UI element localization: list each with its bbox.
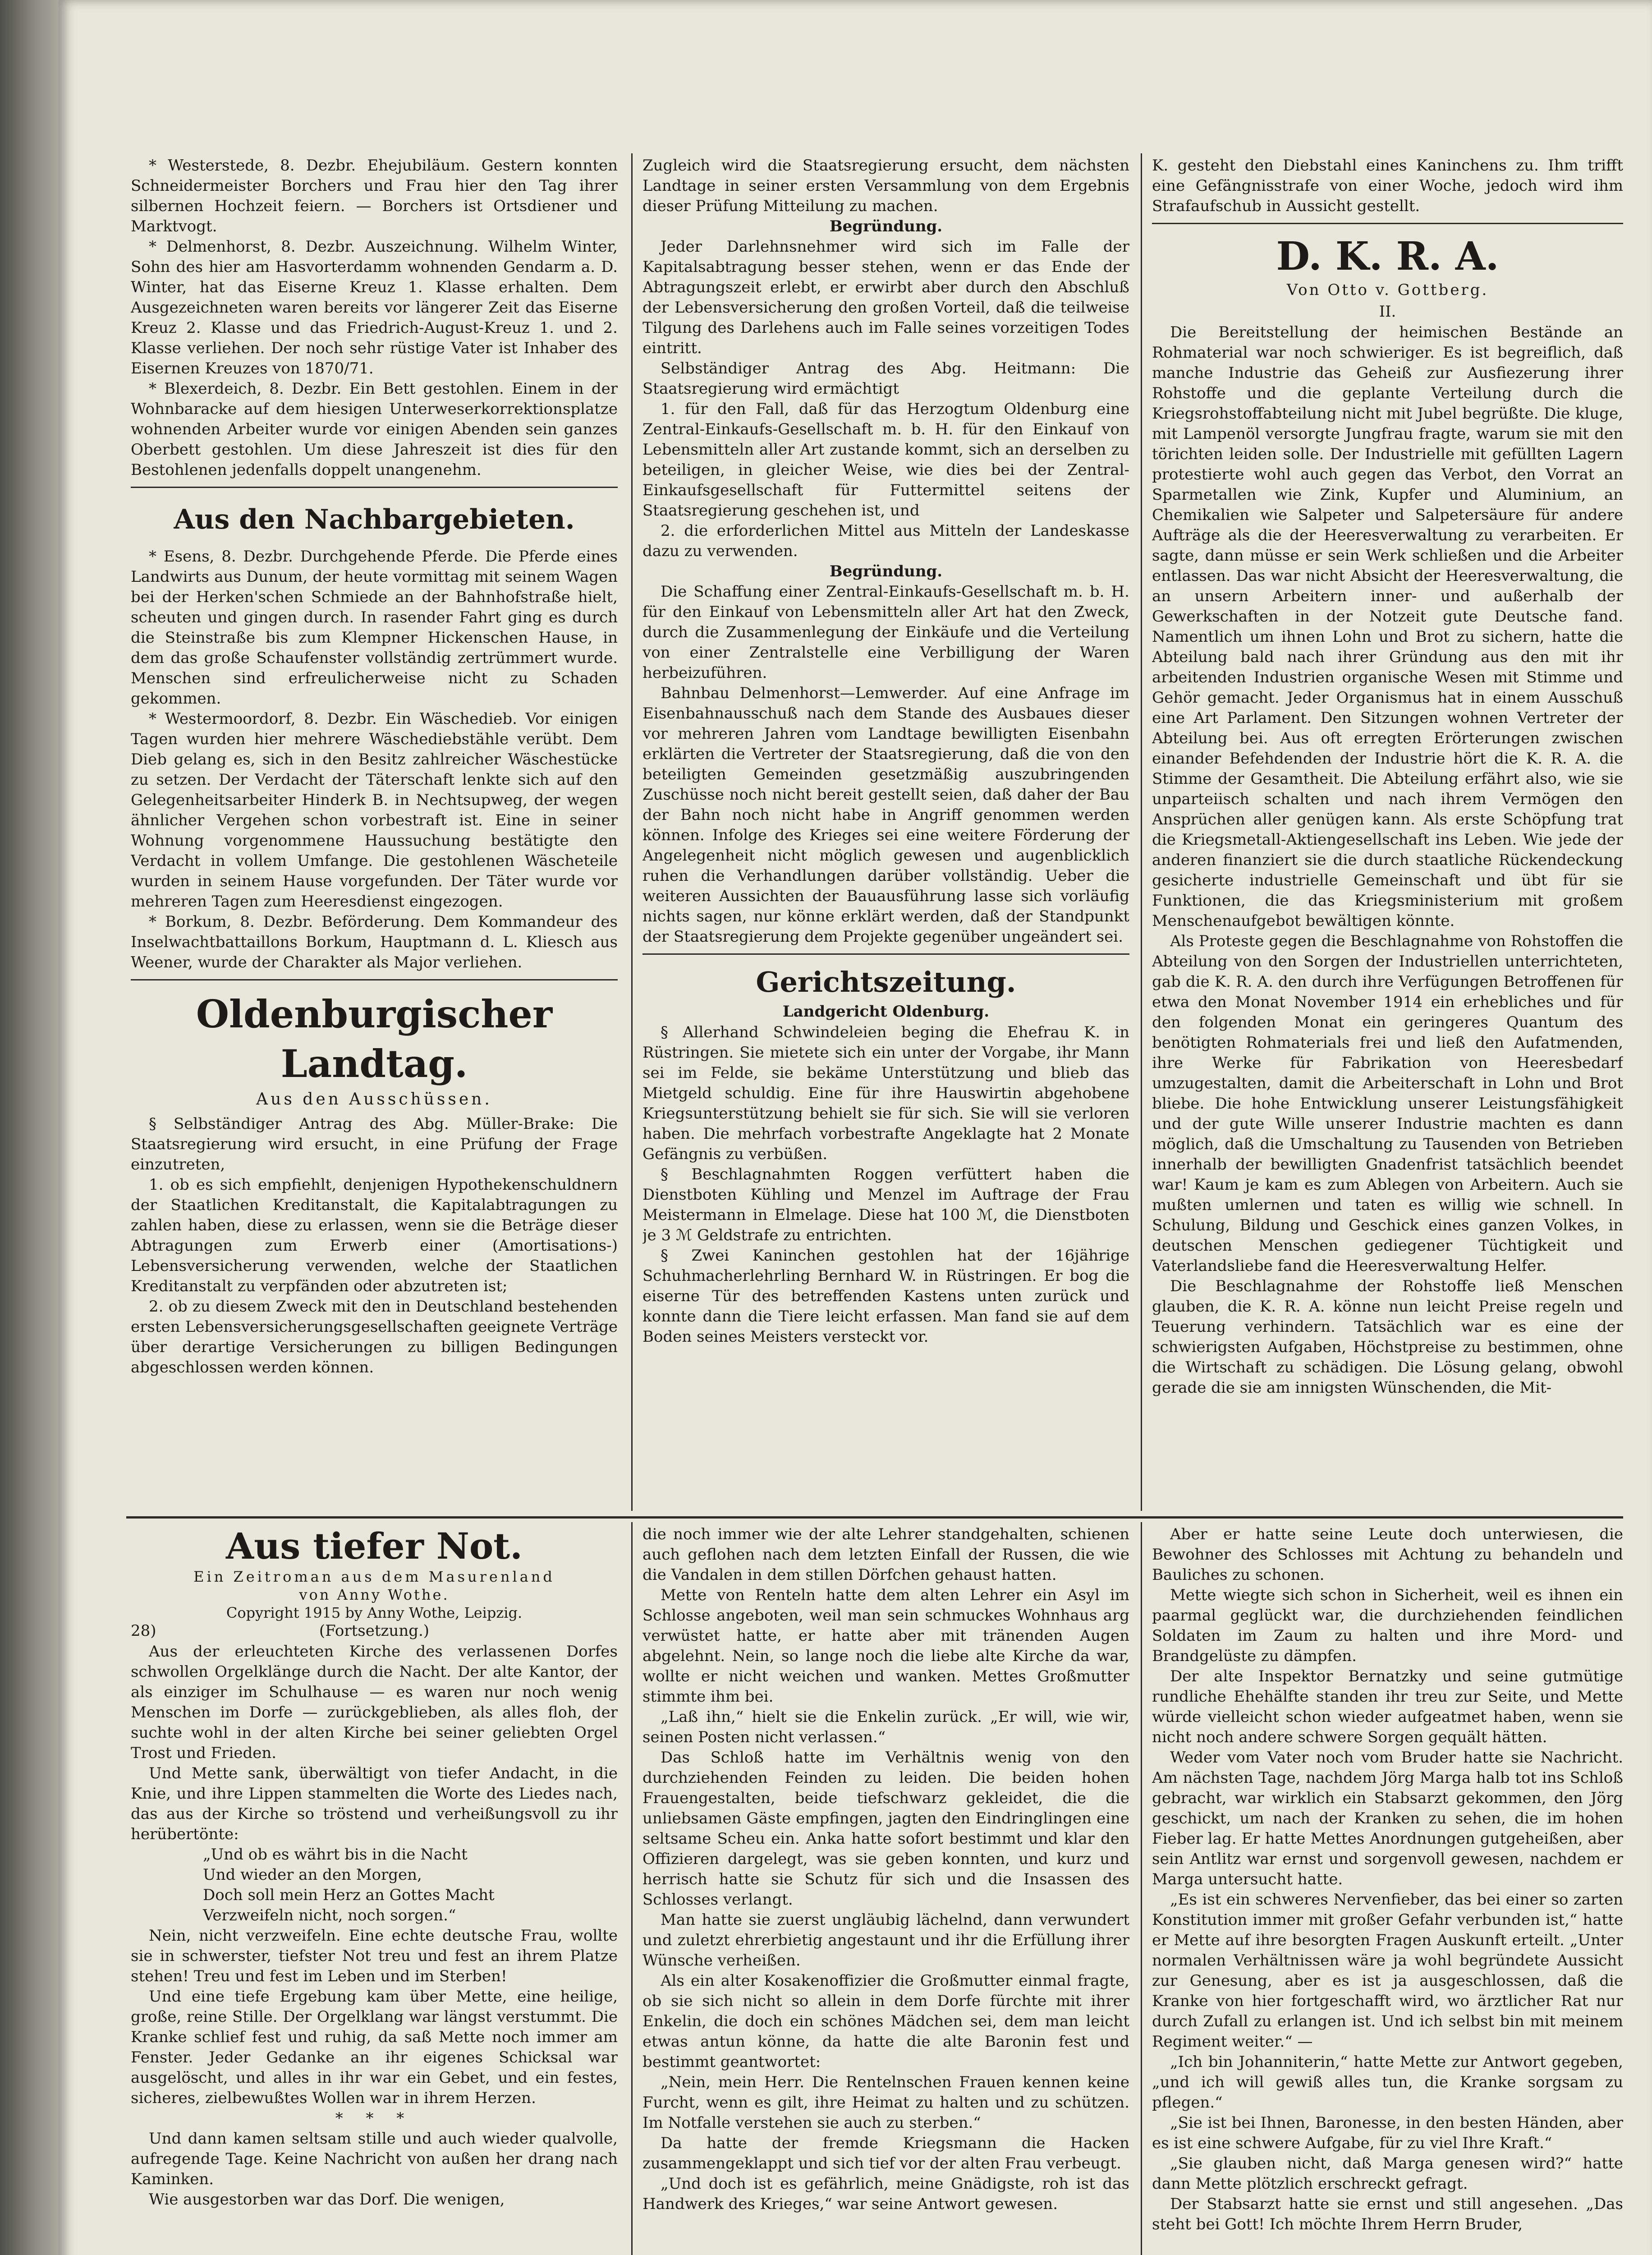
subheading-begruendung: Begründung. xyxy=(829,217,943,235)
section-heading-nachbargebiete: Aus den Nachbargebieten. xyxy=(174,504,575,535)
novel-paragraph: „Sie glauben nicht, daß Marga genesen wird?“ hatte dann Mette plötzlich erschreckt gefragt. xyxy=(1152,2154,1623,2193)
byline: Von Otto v. Gottberg. xyxy=(1286,281,1489,299)
novel-column-3 xyxy=(1152,1524,1623,2255)
novel-paragraph: Nein, nicht verzweifeln. Eine echte deutsche Frau, wollte sie in schwerster, tiefster Not treu und fest an ihrem Platze stehen! Treu und fest im Leben und im Sterben! xyxy=(131,1927,618,1985)
column-2 xyxy=(642,156,1129,1509)
part-number: II. xyxy=(1379,303,1396,321)
article-westerstede: * Westerstede, 8. Dezbr. Ehejubiläum. Gestern konnten Schneidermeister Borchers und Frau hier den Tag ihrer silbernen Hochzeit feiern. — Borchers ist Ortsdiener und Marktvogt. xyxy=(131,156,618,235)
article-roggen: § Beschlagnahmten Roggen verfüttert haben die Dienstboten Kühling und Menzel im Auftrage der Frau Meistermann in Elmelage. Diese hat 100 ℳ, die Dienstboten je 3 ℳ Geldstrafe zu entrichten. xyxy=(642,1165,1129,1244)
subheading-begruendung-2: Begründung. xyxy=(829,562,943,580)
novel-column-2 xyxy=(642,1524,1129,2255)
article-kaninchen: § Zwei Kaninchen gestohlen hat der 16jährige Schuhmacherlehrling Bernhard W. in Rüstringen. Er bog die eiserne Tür des betreffenden Kastens unten zurück und konnte dann die Tiere leicht erfassen. Man fand sie auf dem Boden seines Meisters versteckt vor. xyxy=(642,1247,1129,1346)
installment-continuation: (Fortsetzung.) xyxy=(319,1622,430,1640)
novel-paragraph: Weder vom Vater noch vom Bruder hatte sie Nachricht. Am nächsten Tage, nachdem Jörg Marga halb tot ins Schloß gebracht, war wirklich ein Stabsarzt gekommen, den Jörg geschickt, um nach der Kranken zu sehen, die im hohen Fieber lag. Er hatte Mettes Anordnungen gutgeheißen, aber sein Antlitz war ernst und sorgenvoll gewesen, nachdem er Marga untersucht hatte. xyxy=(1152,1749,1623,1888)
novel-paragraph: „Ich bin Johanniterin,“ hatte Mette zur Antwort gegeben, „und ich will gewiß alles tun, die Kranke sorgsam zu pflegen.“ xyxy=(1152,2053,1623,2112)
section-divider xyxy=(126,1516,1623,1519)
column-rule xyxy=(1141,153,1142,1511)
novel-installment-line xyxy=(131,1622,618,1642)
novel-poem: „Und ob es währt bis in die Nacht Und wieder an den Morgen, Doch soll mein Herz an Gottes Macht Verzweifeln nicht, noch sorgen.“ xyxy=(203,1845,495,1924)
article-dkra-2: Als Proteste gegen die Beschlagnahme von Rohstoffen die Abteilung von den Sorgen der Industriellen unterrichteten, gab die K. R. A. den durch ihre Verfügungen Betroffenen für etwa den Monat November 1914 ein erhebliches und für den folgenden Monat ein geringeres Quantum des benötigten Rohmaterials frei und ließ den Aufatmenden, ihre Werke für Fabrikation von Heeresbedarf umzugestalten, damit die Arbeiterschaft in Lohn und Brot bliebe. Die hohe Entwicklung unserer Leistungsfähigkeit und der gute Wille unserer Industrie machten es dann möglich, daß die Umschaltung zu Tausenden von Betrieben innerhalb der bewilligten Gnadenfrist tatsächlich beendet war! Kaum je kam es zum Ablegen von Arbeitern. Auch sie mußten umlernen und taten es willig wie schnell. In Schulung, Bildung und Geschick eines ganzen Volkes, in deutschen Menschen gediegener Tüchtigkeit und Vaterlandsliebe fand die Heeresverwaltung Helfer. xyxy=(1152,932,1623,1275)
installment-number: 28) xyxy=(131,1622,156,1640)
divider xyxy=(131,487,618,488)
article-antrag-point-2: 2. ob zu diesem Zweck mit den in Deutschland bestehenden ersten Lebensversicherungsgesellschaften geeignete Verträge über derartige Versicherungen zu billigen Bedingungen abgeschlossen werden können. xyxy=(131,1298,618,1376)
page-edge xyxy=(0,0,59,2255)
article-bahnbau: Bahnbau Delmenhorst—Lemwerder. Auf eine Anfrage im Eisenbahnausschuß nach dem Stande des Ausbaues dieser vor mehreren Jahren vom Landtage bewilligten Eisenbahn erklärten die Vertreter der Staatsregierung, daß die von den beteiligten Gemeinden gesetzmäßig auszubringenden Zuschüsse noch nicht bereit gestellt seien, daß daher der Bau der Bahn noch nicht habe in Angriff genommen werden können. Infolge des Krieges sei eine weitere Förderung der Angelegenheit nicht möglich gewesen und augenblicklich ruhen die Verhandlungen darüber vollständig. Ueber die weiteren Aussichten der Bauausführung lasse sich vorläufig nichts sagen, nur könne erklärt werden, daß der Standpunkt der Staatsregierung dem Projekte gegenüber ungeändert sei. xyxy=(642,684,1129,946)
divider xyxy=(1152,223,1623,224)
divider xyxy=(642,953,1129,955)
section-heading-landtag: Oldenburgischer Landtag. xyxy=(196,992,553,1086)
novel-paragraph: „Nein, mein Herr. Die Rentelnschen Frauen kennen keine Furcht, wenn es gilt, ihre Heimat zu halten und zu schützen. Im Notfalle verstehen sie auch zu sterben.“ xyxy=(642,2073,1129,2132)
novel-paragraph: Aus der erleuchteten Kirche des verlassenen Dorfes schwollen Orgelklänge durch die Nacht. Der alte Kantor, der als einziger im Schulhause — es waren nur noch wenig Menschen im Dorfe — zurückgeblieben, als alles floh, der suchte wohl in der alten Kirche bei seiner geliebten Orgel Trost und Frieden. xyxy=(131,1643,618,1762)
subheading-ausschuesse: Aus den Ausschüssen. xyxy=(256,1090,492,1109)
novel-paragraph: Wie ausgestorben war das Dorf. Die wenigen, xyxy=(149,2191,505,2209)
novel-paragraph: Da hatte der fremde Kriegsmann die Hacken zusammengeklappt und sich tief vor der alten Frau verbeugt. xyxy=(642,2134,1129,2172)
subheading-landgericht: Landgericht Oldenburg. xyxy=(782,1003,990,1021)
novel-paragraph: „Laß ihn,“ hielt sie die Enkelin zurück. „Er will, wie wir, seinen Posten nicht verlassen.“ xyxy=(642,1708,1129,1746)
novel-paragraph: Der alte Inspektor Bernatzky und seine gutmütige rundliche Ehehälfte standen ihr treu zur Seite, und Mette würde vielleicht schon wieder aufgeatmet haben, wenn sie nicht noch andere schwere Sorgen gequält hätten. xyxy=(1152,1667,1623,1746)
column-rule xyxy=(631,1522,633,2255)
column-rule xyxy=(631,153,633,1511)
article-kaninchen-end: K. gesteht den Diebstahl eines Kaninchens zu. Ihm trifft eine Gefängnisstrafe von einer Woche, jedoch wird ihm Strafaufschub in Aussicht gestellt. xyxy=(1152,156,1623,215)
novel-copyright: Copyright 1915 by Anny Wothe, Leipzig. xyxy=(226,1604,523,1621)
novel-paragraph: „Sie ist bei Ihnen, Baronesse, in den besten Händen, aber es ist eine schwere Aufgabe, für zu viel Ihre Kraft.“ xyxy=(1152,2114,1623,2152)
novel-paragraph: Das Schloß hatte im Verhältnis wenig von den durchziehenden Feinden zu leiden. Die beiden hohen Frauengestalten, beide tiefschwarz gekleidet, die die unliebsamen Gäste empfingen, jagten den Eindringlingen eine seltsame Scheu ein. Anka hatte sofort bestimmt und klar den Offizieren dargelegt, was sie geben konnten, und kurz und herrisch hatte sie Schutz für sich und die Insassen des Schlosses verlangt. xyxy=(642,1749,1129,1909)
article-westermoordorf: * Westermoordorf, 8. Dezbr. Ein Wäschedieb. Vor einigen Tagen wurden hier mehrere Wäschediebstähle verübt. Dem Dieb gelang es, sich in den Besitz zahlreicher Wäschestücke zu setzen. Der Verdacht der Täterschaft lenkte sich auf den Gelegenheitsarbeiter Hinderk B. in Nechtsupweg, der wegen ähnlicher Vergehen schon vorbestraft ist. Eine in seiner Wohnung vorgenommene Haussuchung bestätigte den Verdacht in vollem Umfange. Die gestohlenen Wäscheteile wurden in seinem Hause vorgefunden. Der Täter wurde vor mehreren Tagen zum Heeresdienst eingezogen. xyxy=(131,710,618,911)
novel-paragraph: Aber er hatte seine Leute doch unterwiesen, die Bewohner des Schlosses mit Achtung zu behandeln und Bauliches zu schonen. xyxy=(1152,1525,1623,1584)
article-begruendung-2: Die Schaffung einer Zentral-Einkaufs-Gesellschaft m. b. H. für den Einkauf von Lebensmitteln aller Art hat den Zweck, durch die Zusammenlegung der Einkäufe und die Verteilung von einer Zentralstelle eine Verbilligung der Waren herbeizuführen. xyxy=(642,583,1129,682)
article-heitmann-point-2: 2. die erforderlichen Mittel aus Mitteln der Landeskasse dazu zu verwenden. xyxy=(642,522,1129,560)
novel-paragraph: Und eine tiefe Ergebung kam über Mette, eine heilige, große, reine Stille. Der Orgelklang war längst verstummt. Die Kranke schlief fest und ruhig, da saß Mette noch immer am Fenster. Jeder Gedanke an ihr eigenes Schicksal war ausgelöscht, und alles in ihr war ein Gebet, und ein festes, sicheres, zielbewußtes Wollen war in ihrem Herzen. xyxy=(131,1988,618,2107)
article-borkum: * Borkum, 8. Dezbr. Beförderung. Dem Kommandeur des Inselwachtbattaillons Borkum, Hauptmann d. L. Kliesch aus Weener, wurde der Charakter als Major verliehen. xyxy=(131,913,618,971)
novel-subtitle: Ein Zeitroman aus dem Masurenland xyxy=(193,1568,555,1585)
article-schwindeleien: § Allerhand Schwindeleien beging die Ehefrau K. in Rüstringen. Sie mietete sich ein unter der Vorgabe, ihr Mann sei im Felde, sie bekäme Unterstützung und blieb das Mietgeld schuldig. Eine für ihre Hauswirtin abgehobene Kriegsunterstützung behielt sie für sich. Sie will sie verloren haben. Die mehrfach vorbestrafte Angeklagte hat 2 Monate Gefängnis zu verbüßen. xyxy=(642,1023,1129,1163)
novel-paragraph: „Es ist ein schweres Nervenfieber, das bei einer so zarten Konstitution immer mit großer Gefahr verbunden ist,“ hatte er Mette auf ihre besorgten Fragen Auskunft erteilt. „Unter normalen Verhältnissen wäre ja wohl begründete Aussicht zur Genesung, aber es ist ja ausgeschlossen, daß die Kranke von hier fortgeschafft wird, wo ärztlicher Rat nur durch Zufall zu erlangen ist. Und ich selbst bin mit meinem Regiment weiter.“ — xyxy=(1152,1891,1623,2051)
novel-paragraph: Als ein alter Kosakenoffizier die Großmutter einmal fragte, ob sie sich nicht so allein in dem Dorfe fürchte mit ihrer Enkelin, die doch ein schönes Mädchen sei, dem man leicht etwas antun könne, da hatte die alte Baronin fest und bestimmt geantwortet: xyxy=(642,1972,1129,2071)
section-stars: * * * xyxy=(335,2109,413,2127)
novel-paragraph: Und dann kamen seltsam stille und auch wieder qualvolle, aufregende Tage. Keine Nachricht von außen her drang nach Kaminken. xyxy=(131,2130,618,2188)
article-heitmann-point-1: 1. für den Fall, daß für das Herzogtum Oldenburg eine Zentral-Einkaufs-Gesellschaft m. b. H. für den Einkauf von Lebensmitteln aller Art zustande kommt, sich an derselben zu beteiligen, in gleicher Weise, wie dies bei der Zentral-Einkaufsgesellschaft für Futtermittel seitens der Staatsregierung geschehen ist, und xyxy=(642,400,1129,520)
column-rule xyxy=(1141,1522,1142,2255)
section-heading-gerichtszeitung: Gerichtszeitung. xyxy=(756,966,1016,999)
novel-paragraph: Man hatte sie zuerst ungläubig lächelnd, dann verwundert und zuletzt ehrerbietig angestaunt und ihr die Erfüllung ihrer Wünsche verheißen. xyxy=(642,1911,1129,1970)
article-antrag-conclusion: Zugleich wird die Staatsregierung ersucht, dem nächsten Landtage in seiner ersten Versammlung von dem Ergebnis dieser Prüfung Mitteilung zu machen. xyxy=(642,156,1129,215)
novel-column-1 xyxy=(131,1524,618,2255)
novel-paragraph: Mette von Renteln hatte dem alten Lehrer ein Asyl im Schlosse angeboten, weil man sein schmuckes Wohnhaus arg verwüstet hatte, er hatte aber mit tränenden Augen abgelehnt. Nein, so lange noch die liebe alte Kirche da war, wollte er nicht weichen und wanken. Mettes Großmutter stimmte ihm bei. xyxy=(642,1586,1129,1706)
article-dkra-3: Die Beschlagnahme der Rohstoffe ließ Menschen glauben, die K. R. A. könne nun leicht Preise regeln und Teuerung verhindern. Tatsächlich war es eine der schwierigsten Aufgaben, Höchstpreise zu bestimmen, ohne die Wirtschaft zu schädigen. Die Lösung gelang, obwohl gerade die sie am innigsten Wünschenden, die Mit- xyxy=(1152,1277,1623,1397)
column-3 xyxy=(1152,156,1623,1509)
novel-title: Aus tiefer Not. xyxy=(226,1525,523,1567)
section-heading-dkra: D. K. R. A. xyxy=(1276,234,1499,279)
article-antrag-point-1: 1. ob es sich empfiehlt, denjenigen Hypothekenschuldnern der Staatlichen Kreditanstalt, die Kapitalabtragungen zu zahlen haben, diese zu erlassen, wenn sie die Beträge dieser Abtragungen zum Erwerb einer (Amortisations-) Lebensversicherung verwenden, welche der Staatlichen Kreditanstalt zu verpfänden oder abzutreten ist; xyxy=(131,1176,618,1295)
divider xyxy=(131,979,618,980)
article-dkra-1: Die Bereitstellung der heimischen Bestände an Rohmaterial war noch schwieriger. Es ist begreiflich, daß manche Industrie das Geheiß zur Ausfiezerung ihrer Rohstoffe und die geplante Verteilung durch die Kriegsrohstoffabteilung nicht mit Jubel begrüßte. Die kluge, mit Lampenöl versorgte Jungfrau fragte, warum sie mit den törichten leiden solle. Der Industrielle mit gefüllten Lagern protestierte wohl auch gegen das Verbot, den Vorrat an Sparmetallen wie Zink, Kupfer und Aluminium, an Chemikalien wie Salpeter und Salpetersäure für andere Aufträge als die der Heeresverwaltung zu verarbeiten. Er sagte, dann müsse er sein Werk schließen und die Arbeiter entlassen. Das war nicht Absicht der Heeresverwaltung, die an unsern Arbeitern inner- und außerhalb der Gewerkschaften in der Notzeit gute Deutsche fand. Namentlich um ihnen Lohn und Brot zu sichern, hatte die Abteilung bald nach ihrer Gründung aus den mit ihr arbeitenden Industrien organische Wesen mit Stimme und Gehör gemacht. Jeder Organismus hat in einem Ausschuß eine Art Parlament. Den Sitzungen wohnen Vertreter der Abteilung bei. Aus oft erregten Erörterungen zwischen einander Befehdenden der Industrie hört die K. R. A. die Stimme der Gesamtheit. Die Abteilung erfährt also, wie sie unparteiisch schalten und nach ihrem Vermögen den Ansprüchen aller genügen kann. Als erste Schöpfung trat die Kriegsmetall-Aktiengesellschaft ins Leben. Wie jede der anderen finanziert sie die durch staatliche Rückendeckung gesicherte industrielle Gemeinschaft und übt für sie Funktionen, die das Kriegsministerium mit großem Menschenaufgebot bewältigen könnte. xyxy=(1152,323,1623,930)
article-esens: * Esens, 8. Dezbr. Durchgehende Pferde. Die Pferde eines Landwirts aus Dunum, der heute vormittag mit seinem Wagen bei der Herken'schen Schmiede an der Bahnhofstraße hielt, scheuten und gingen durch. In rasender Fahrt ging es durch die Steinstraße bis zum Klempner Hickenschen Hause, in dem das große Schaufenster vollständig zertrümmert wurde. Menschen sind erfreulicherweise nicht zu Schaden gekommen. xyxy=(131,548,618,708)
article-delmenhorst: * Delmenhorst, 8. Dezbr. Auszeichnung. Wilhelm Winter, Sohn des hier am Hasvorterdamm wohnenden Gendarm a. D. Winter, hat das Eiserne Kreuz 1. Klasse erhalten. Dem Ausgezeichneten waren bereits vor längerer Zeit das Eiserne Kreuz 2. Klasse und das Friedrich-August-Kreuz 1. und 2. Klasse verliehen. Der noch sehr rüstige Vater ist Inhaber des Eisernen Kreuzes von 1870/71. xyxy=(131,238,618,377)
novel-paragraph: Der Stabsarzt hatte sie ernst und still angesehen. „Das steht bei Gott! Ich möchte Ihrem Herrn Bruder, xyxy=(1152,2195,1623,2233)
novel-paragraph: Mette wiegte sich schon in Sicherheit, weil es ihnen ein paarmal geglückt war, die durchziehenden feindlichen Soldaten im Zaum zu halten und ihre Mord- und Brandgelüste zu dämpfen. xyxy=(1152,1586,1623,1665)
novel-paragraph: „Und doch ist es gefährlich, meine Gnädigste, roh ist das Handwerk des Krieges,“ war seine Antwort gewesen. xyxy=(642,2175,1129,2213)
article-antrag-mueller: § Selbständiger Antrag des Abg. Müller-Brake: Die Staatsregierung wird ersucht, in eine Prüfung der Frage einzutreten, xyxy=(131,1115,618,1174)
novel-paragraph: Und Mette sank, überwältigt von tiefer Andacht, in die Knie, und ihre Lippen stammelten die Worte des Liedes nach, das aus der Kirche so tröstend und verheißungsvoll zu ihr herübertönte: xyxy=(131,1764,618,1843)
article-antrag-heitmann: Selbständiger Antrag des Abg. Heitmann: Die Staatsregierung wird ermächtigt xyxy=(642,359,1129,398)
article-blexerdeich: * Blexerdeich, 8. Dezbr. Ein Bett gestohlen. Einem in der Wohnbaracke auf dem hiesigen Unterweserkorrektionsplatze wohnenden Arbeiter wurde vor einigen Abenden sein ganzes Oberbett gestohlen. Um diese Jahreszeit ist dies für den Bestohlenen jedenfalls doppelt unangenehm. xyxy=(131,380,618,479)
novel-paragraph: die noch immer wie der alte Lehrer standgehalten, schienen auch geflohen nach dem letzten Einfall der Russen, die wie die Vandalen in dem stillen Dörfchen gehaust hatten. xyxy=(642,1525,1129,1584)
article-begruendung-1: Jeder Darlehnsnehmer wird sich im Falle der Kapitalsabtragung besser stehen, wenn er das Ende der Abtragungszeit erlebt, er erwirbt aber durch den Abschluß der Lebensversicherung den großen Vorteil, daß die teilweise Tilgung des Darlehens auch im Falle seines vorzeitigen Todes eintritt. xyxy=(642,238,1129,357)
column-1 xyxy=(131,156,618,1509)
novel-author: von Anny Wothe. xyxy=(299,1586,450,1603)
